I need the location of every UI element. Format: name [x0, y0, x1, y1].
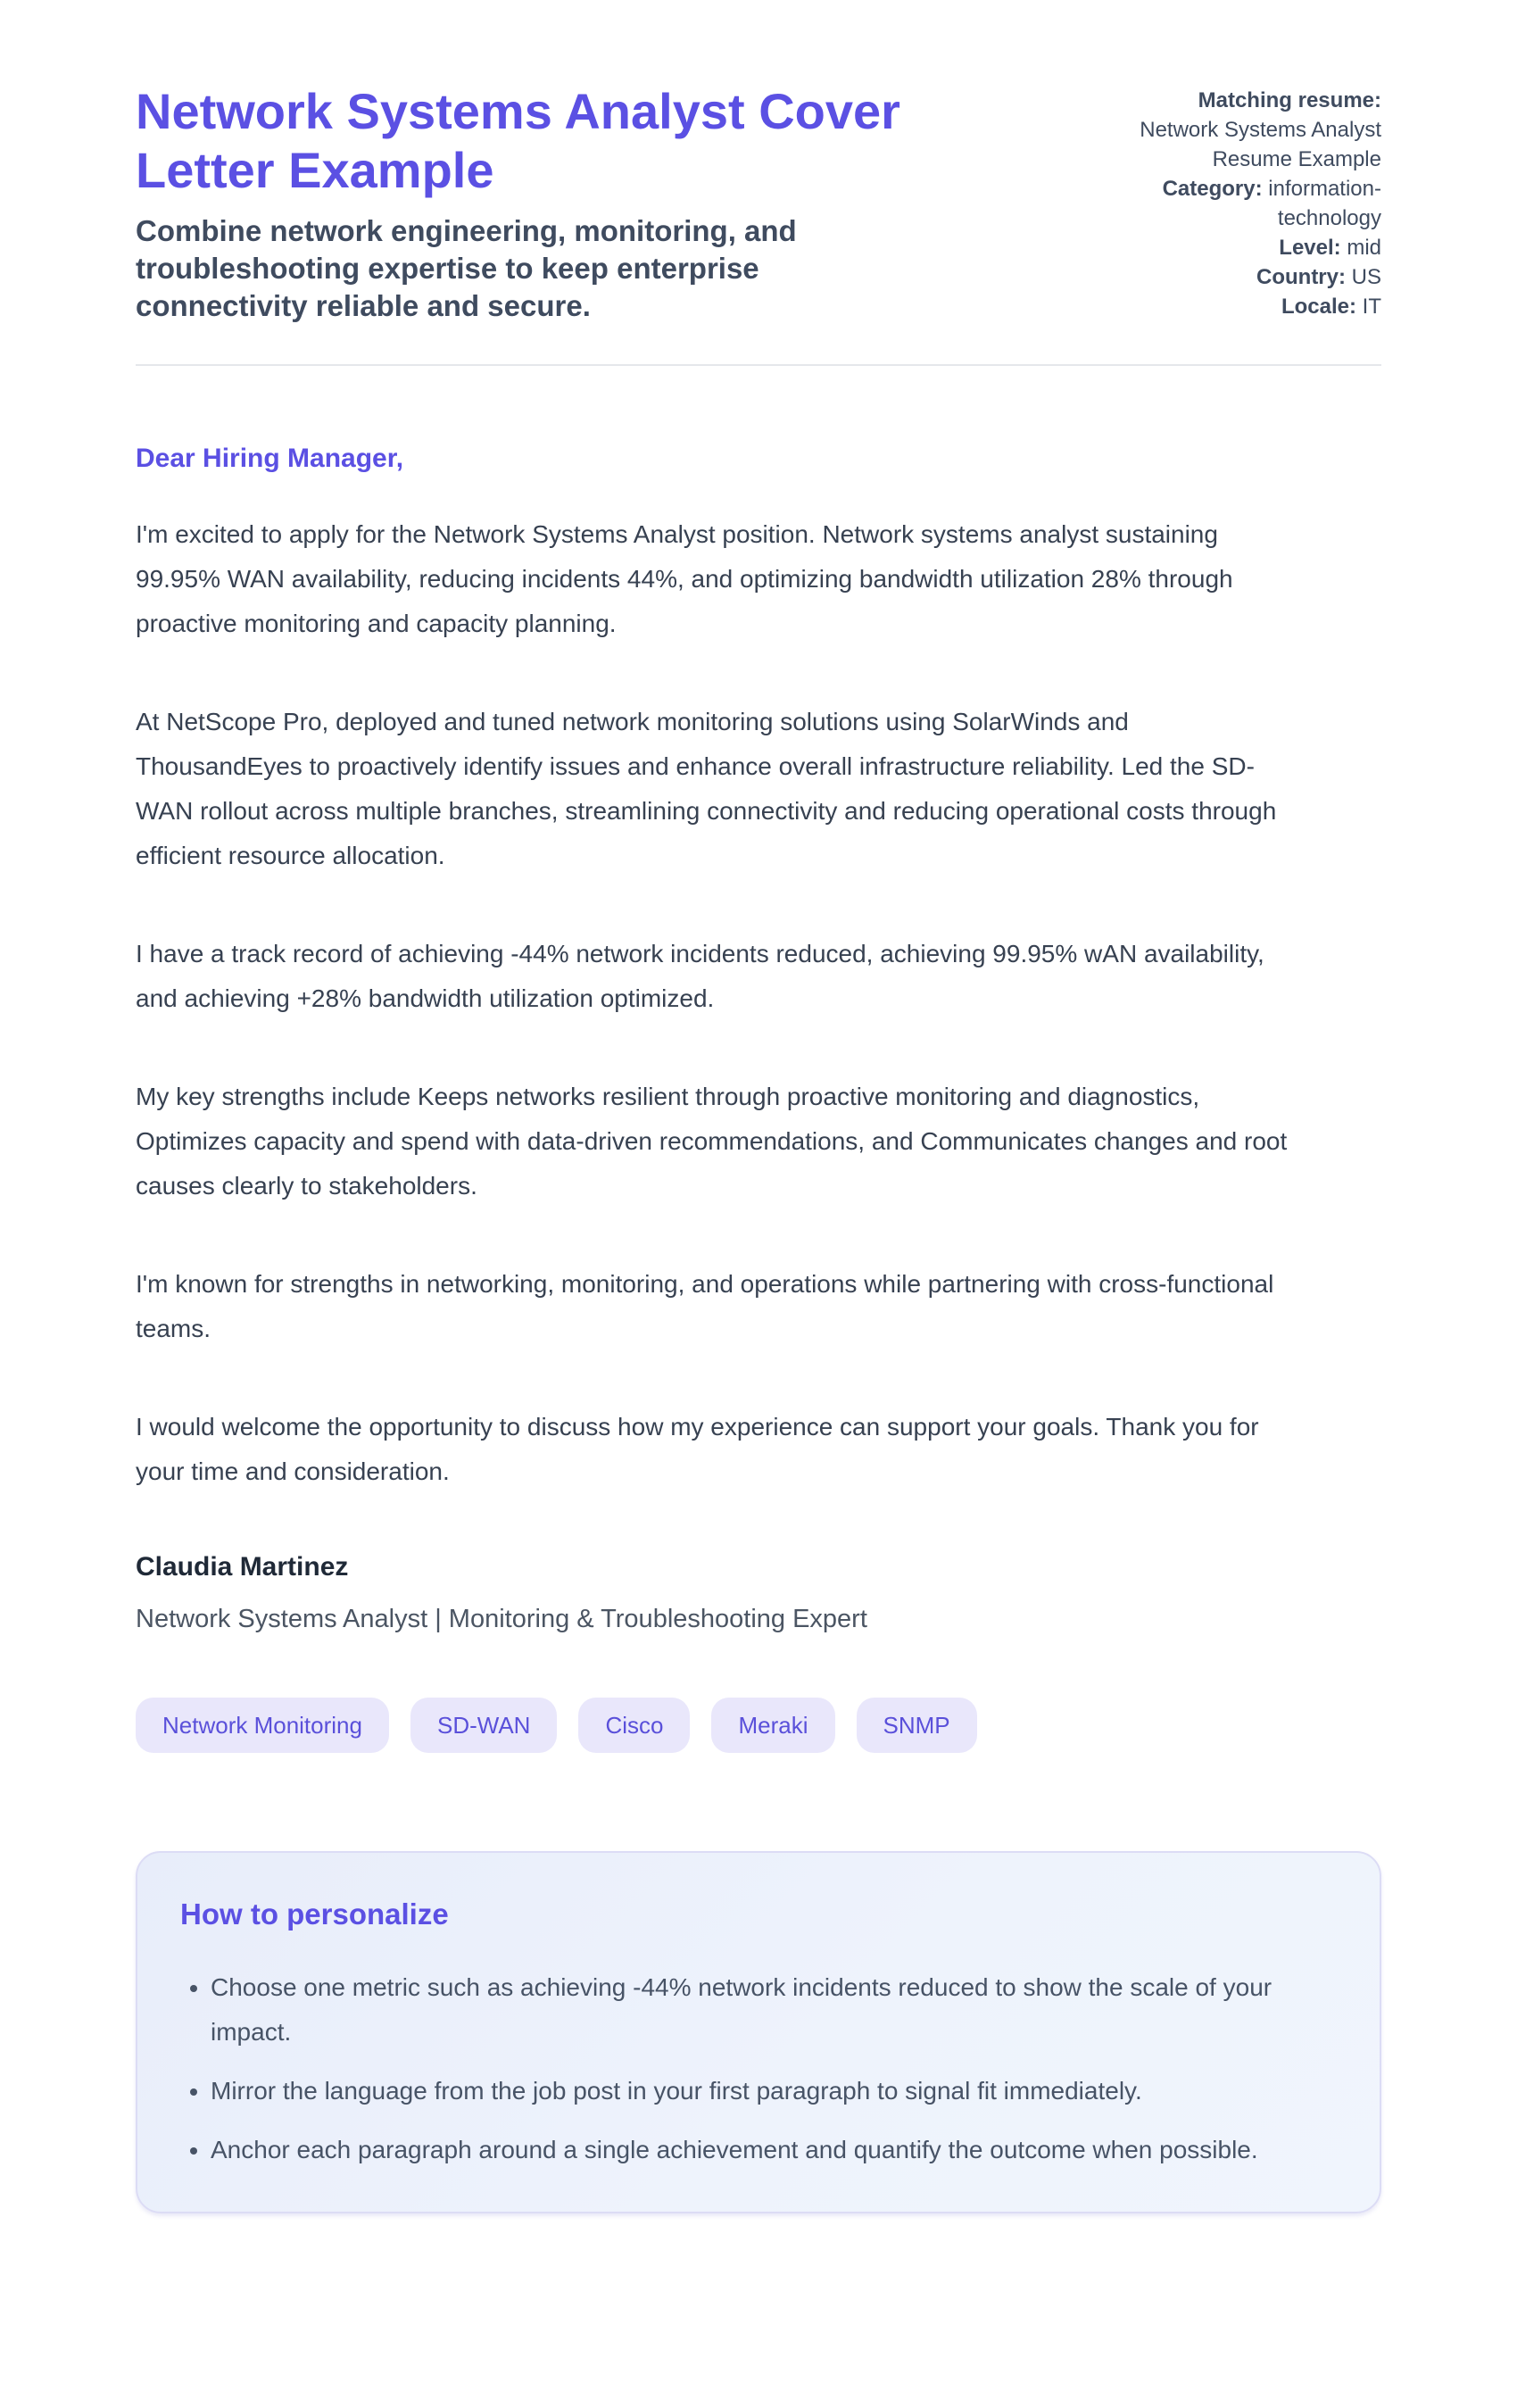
personalize-title: How to personalize: [180, 1897, 449, 1931]
page-subtitle: Combine network engineering, monitoring, and troubleshooting expertise to keep enterprise connectivity reliable and secure.: [136, 214, 797, 322]
personalize-tip: • Choose one metric such as achieving -44% network incidents reduced to show the scale of your impact.: [211, 1965, 1299, 2055]
tag-pill[interactable]: Cisco: [578, 1698, 690, 1753]
meta-row: [1132, 86, 1381, 174]
meta-value: information-technology: [1268, 177, 1381, 230]
meta-value: mid: [1347, 236, 1381, 260]
letter-paragraph: I'm excited to apply for the Network Systems Analyst position. Network systems analyst sustaining 99.95% WAN availability, reducing incidents 44%, and optimizing bandwidth utilization 28% through proactive monitoring and capacity planning.: [136, 520, 1233, 637]
personalize-tip: • Anchor each paragraph around a single achievement and quantify the outcome when possible.: [211, 2128, 1299, 2172]
meta-label: Category:: [1162, 177, 1263, 201]
meta-row: [1132, 262, 1381, 292]
letter-paragraph: I have a track record of achieving -44% network incidents reduced, achieving 99.95% wAN availability, and achieving +28% bandwidth utilization optimized.: [136, 940, 1264, 1012]
salutation: Dear Hiring Manager,: [136, 444, 404, 473]
letter-paragraph: At NetScope Pro, deployed and tuned network monitoring solutions using SolarWinds and ThousandEyes to proactively identify issues and enhance overall infrastructure reliability. Led the SD-WAN rollout across multiple branches, streamlining connectivity and reducing operational costs through efficient resource allocation.: [136, 708, 1277, 869]
header-title-block: [136, 82, 1028, 325]
meta-row: [1132, 174, 1381, 233]
meta-row: [1132, 292, 1381, 321]
header: [136, 82, 1381, 325]
letter-paragraph: I'm known for strengths in networking, monitoring, and operations while partnering with cross-functional teams.: [136, 1270, 1274, 1342]
tag-pill[interactable]: SNMP: [857, 1698, 977, 1753]
page-title: Network Systems Analyst Cover Letter Example: [136, 83, 900, 198]
meta-label: Locale:: [1281, 295, 1356, 319]
meta-label: Matching resume:: [1198, 88, 1381, 112]
letter-body: [136, 441, 1381, 2213]
meta-row: [1132, 233, 1381, 262]
personalize-box: [136, 1851, 1381, 2213]
tag-list: [136, 1698, 1381, 1753]
letter-paragraph: My key strengths include Keeps networks resilient through proactive monitoring and diagnostics, Optimizes capacity and spend with data-driven recommendations, and Communicates changes and root causes clearly to stakeholders.: [136, 1083, 1288, 1200]
signature-name: Claudia Martinez: [136, 1552, 349, 1582]
meta-value: IT: [1362, 295, 1381, 319]
meta-label: Level:: [1279, 236, 1341, 260]
signature-role: Network Systems Analyst | Monitoring & Troubleshooting Expert: [136, 1605, 867, 1633]
meta-label: Country:: [1256, 265, 1346, 289]
meta-panel: [1132, 86, 1381, 321]
meta-value: US: [1351, 265, 1381, 289]
letter-paragraph: I would welcome the opportunity to discuss how my experience can support your goals. Thank you for your time and consideration.: [136, 1413, 1259, 1485]
letter-paragraphs: [136, 512, 1381, 1494]
personalize-tip: • Mirror the language from the job post in your first paragraph to signal fit immediately.: [211, 2069, 1299, 2113]
tag-pill[interactable]: SD-WAN: [410, 1698, 557, 1753]
personalize-tip-list: [180, 1965, 1337, 2172]
tag-pill[interactable]: Meraki: [711, 1698, 834, 1753]
tag-pill[interactable]: Network Monitoring: [136, 1698, 389, 1753]
meta-value: Network Systems Analyst Resume Example: [1140, 118, 1381, 171]
header-divider: [136, 364, 1381, 366]
